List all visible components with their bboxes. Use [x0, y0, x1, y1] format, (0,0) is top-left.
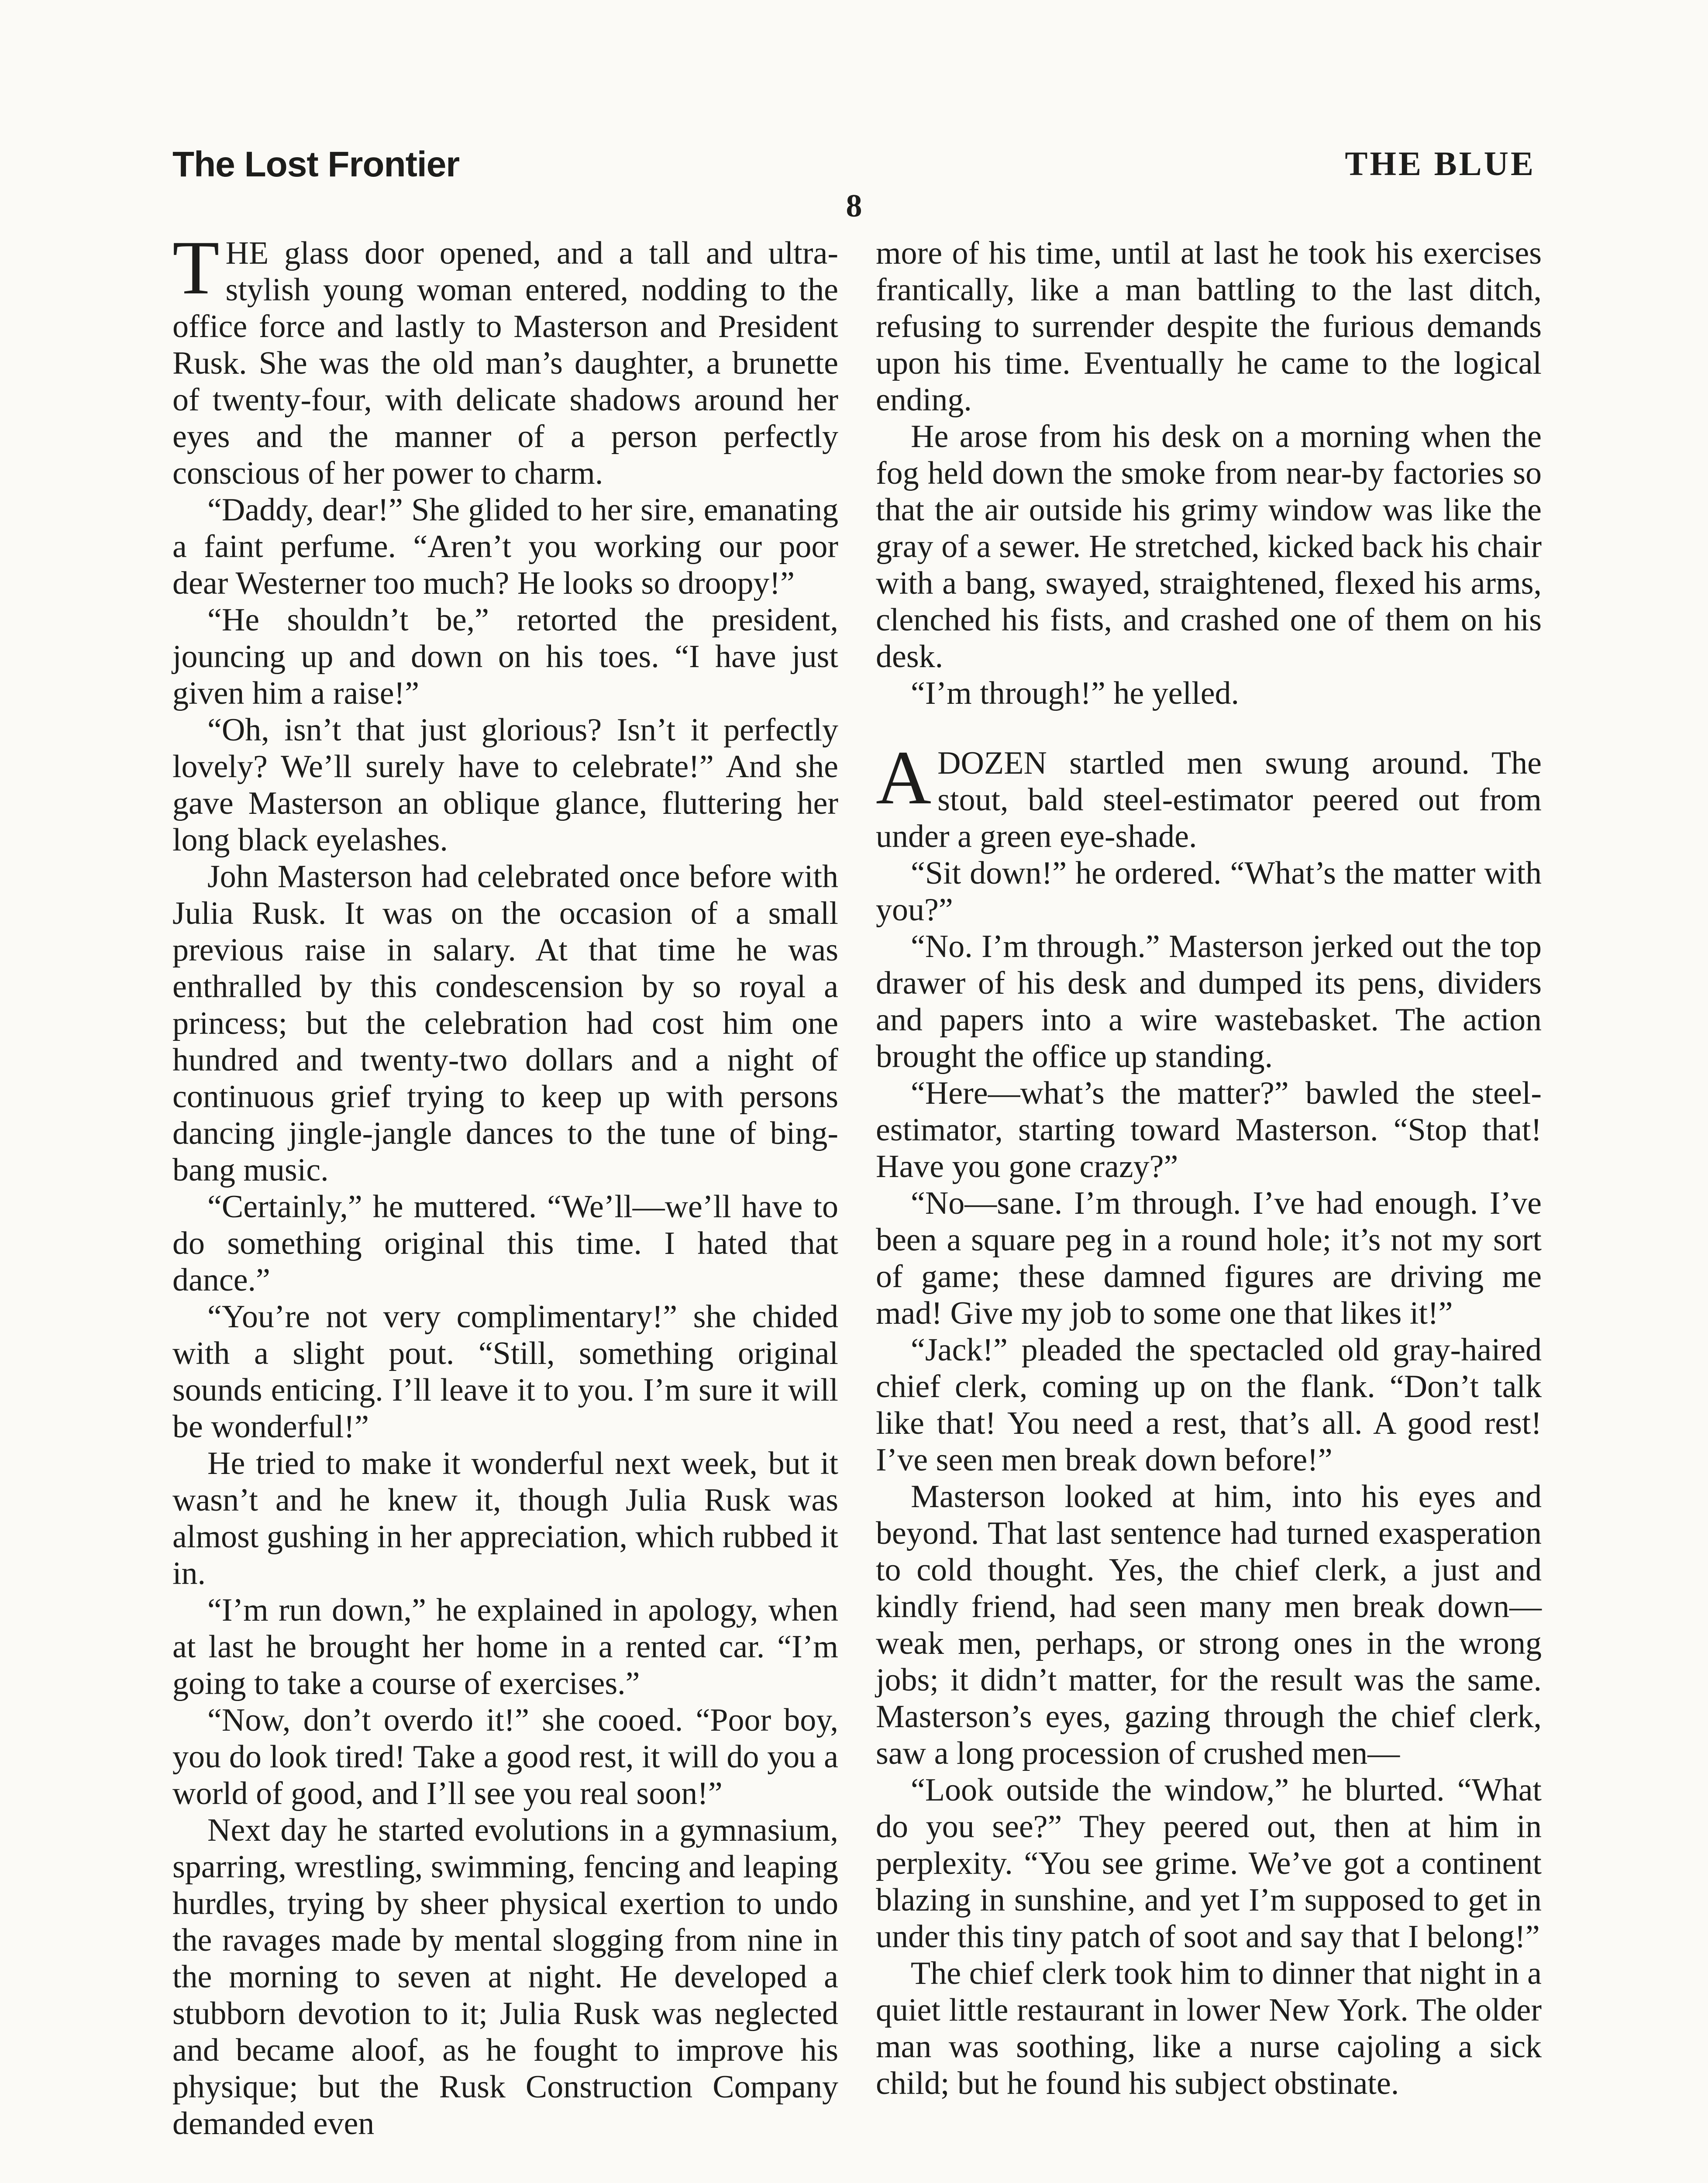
drop-cap: T [172, 225, 220, 310]
paragraph: “Here—what’s the matter?” bawled the steel-estimator, starting toward Masterson. “Stop that! Have you gone crazy?” [876, 1075, 1542, 1184]
paragraph: “Look outside the window,” he blurted. “What do you see?” They peered out, then at him in perplexity. “You see grime. We’ve got a continent blazing in sunshine, and yet I’m supposed to get in under this tiny patch of soot and say that I belong!” [876, 1772, 1542, 1955]
paragraph: “You’re not very complimentary!” she chided with a slight pout. “Still, something original sounds enticing. I’ll leave it to you. I’m sure it will be wonderful!” [172, 1299, 838, 1445]
drop-cap: A [876, 735, 932, 820]
paragraph: “I’m through!” he yelled. [911, 675, 1240, 711]
paragraph: “Certainly,” he muttered. “We’ll—we’ll have to do something original this time. I hated that dance.” [172, 1189, 838, 1298]
paragraph: more of his time, until at last he took his exercises frantically, like a man battling to the last ditch, refusing to surrender despite the furious demands upon his time. Eventually he came to the logical ending. [876, 235, 1542, 418]
paragraph: The chief clerk took him to dinner that night in a quiet little restaurant in lower New York. The older man was soothing, like a nurse cajoling a sick child; but he found his subject obstinate. [876, 1956, 1542, 2101]
paragraph: “Now, don’t overdo it!” she cooed. “Poor boy, you do look tired! Take a good rest, it will do you a world of good, and I’ll see you real soon!” [172, 1702, 838, 1811]
paragraph: John Masterson had celebrated once before with Julia Rusk. It was on the occasion of a small previous raise in salary. At that time he was enthralled by this condescension by so royal a princess; but the celebration had cost him one hundred and twenty-two dollars and a night of continuous grief trying to keep up with persons dancing jingle-jangle dances to the tune of bing-bang music. [172, 859, 838, 1188]
paragraph: “Oh, isn’t that just glorious? Isn’t it perfectly lovely? We’ll surely have to celebrate!” And she gave Masterson an oblique glance, fluttering her long black eyelashes. [172, 712, 838, 858]
section-opening-paragraph: ADOZEN startled men swung around. The stout, bald steel-estimator peered out from under a green eye-shade. [876, 735, 1542, 854]
story-title: The Lost Frontier [172, 145, 460, 184]
left-column [172, 225, 838, 2142]
right-column [876, 235, 1542, 2102]
paragraph: “Sit down!” he ordered. “What’s the matter with you?” [876, 855, 1542, 928]
paragraph: Next day he started evolutions in a gymnasium, sparring, wrestling, swimming, fencing and leaping hurdles, trying by sheer physical exertion to undo the ravages made by mental slogging from nine in the morning to seven at night. He developed a stubborn devotion to it; Julia Rusk was neglected and became aloof, as he fought to improve his physique; but the Rusk Construction Company demanded even [172, 1812, 838, 2142]
paragraph: “No. I’m through.” Masterson jerked out the top drawer of his desk and dumped its pens, dividers and papers into a wire wastebasket. The action brought the office up standing. [876, 929, 1542, 1074]
paragraph: “I’m run down,” he explained in apology, when at last he brought her home in a rented car. “I’m going to take a course of exercises.” [172, 1592, 838, 1701]
paragraph: Masterson looked at him, into his eyes and beyond. That last sentence had turned exasperation to cold thought. Yes, the chief clerk, a just and kindly friend, had seen many men break down—weak men, perhaps, or strong ones in the wrong jobs; it didn’t matter, for the result was the same. Masterson’s eyes, gazing through the chief clerk, saw a long procession of crushed men— [876, 1479, 1542, 1771]
paragraph: “Jack!” pleaded the spectacled old gray-haired chief clerk, coming up on the flank. “Don’t talk like that! You need a rest, that’s all. A good rest! I’ve seen men break down before!” [876, 1332, 1542, 1478]
paragraph: “Daddy, dear!” She glided to her sire, emanating a faint perfume. “Aren’t you working our poor dear Westerner too much? He looks so droopy!” [172, 492, 838, 601]
running-header [172, 144, 1536, 192]
magazine-title: THE BLUE [1345, 145, 1536, 182]
paragraph: THE glass door opened, and a tall and ultra-stylish young woman entered, nodding to the office force and lastly to Masterson and President Rusk. She was the old man’s daughter, a brunette of twenty-four, with delicate shadows around her eyes and the manner of a person perfectly conscious of her power to charm. [172, 225, 838, 491]
paragraph: “He shouldn’t be,” retorted the president, jouncing up and down on his toes. “I have just given him a raise!” [172, 602, 838, 711]
paragraph: He tried to make it wonderful next week, but it wasn’t and he knew it, though Julia Rusk was almost gushing in her appreciation, which rubbed it in. [172, 1446, 838, 1591]
paragraph: He arose from his desk on a morning when the fog held down the smoke from near-by factories so that the air outside his grimy window was like the gray of a sewer. He stretched, kicked back his chair with a bang, swayed, straightened, flexed his arms, clenched his fists, and crashed one of them on his desk. [876, 419, 1542, 675]
page-number: 8 [846, 188, 862, 224]
paragraph: “No—sane. I’m through. I’ve had enough. I’ve been a square peg in a round hole; it’s not my sort of game; these damned figures are driving me mad! Give my job to some one that likes it!” [876, 1185, 1542, 1331]
